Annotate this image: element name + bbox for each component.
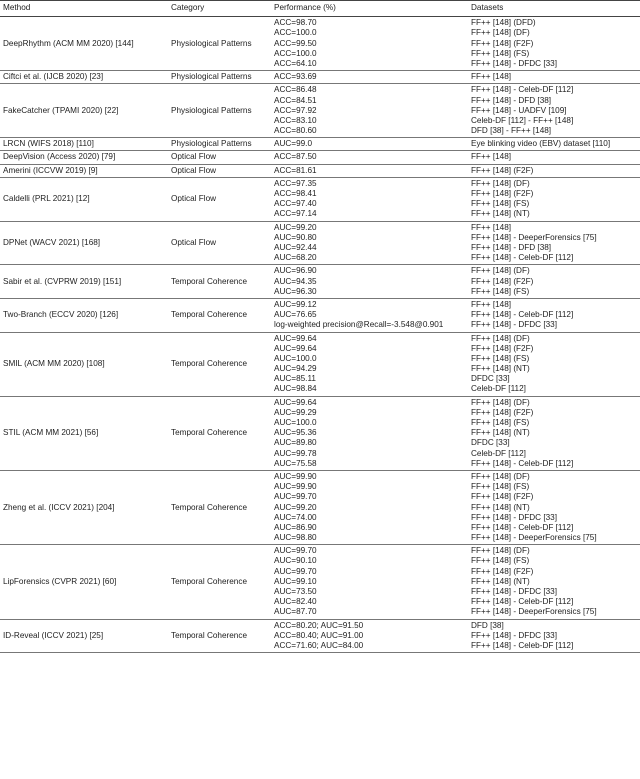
performance-value: AUC=75.58 (274, 458, 317, 468)
performance-value: AUC=100.0 (274, 418, 317, 428)
performance-value: ACC=98.41 (274, 189, 317, 199)
dataset-entry: FF++ [148] - DFDC [33] (471, 512, 557, 522)
performance-value: AUC=95.36 (274, 428, 317, 438)
dataset-entry: DFD [38] - FF++ [148] (471, 126, 552, 136)
datasets-cell (468, 177, 640, 221)
performance-value: AUC=98.84 (274, 384, 317, 394)
performance-value: AUC=92.44 (274, 243, 317, 253)
datasets-cell (468, 17, 640, 71)
performance-value: AUC=99.70 (274, 566, 317, 576)
dataset-entry: FF++ [148] - Celeb-DF [112] (471, 310, 574, 320)
performance-value: ACC=97.35 (274, 178, 317, 188)
method-cell: STIL (ACM MM 2021) [56] (0, 396, 168, 470)
performance-value: AUC=100.0 (274, 353, 317, 363)
table-row (0, 470, 640, 544)
performance-value: AUC=86.90 (274, 522, 317, 532)
performance-value: AUC=98.80 (274, 533, 317, 543)
performance-value: ACC=71.60; AUC=84.00 (274, 640, 364, 650)
dataset-entry: FF++ [148] (NT) (471, 209, 530, 219)
category-cell: Temporal Coherence (168, 470, 271, 544)
dataset-entry: FF++ [148] (471, 222, 512, 232)
dataset-entry: FF++ [148] (FS) (471, 556, 530, 566)
performance-value: AUC=99.0 (274, 139, 313, 149)
dataset-entry: FF++ [148] (FS) (471, 418, 530, 428)
method-cell: DPNet (WACV 2021) [168] (0, 221, 168, 265)
method-cell: Zheng et al. (ICCV 2021) [204] (0, 470, 168, 544)
method-cell: DeepRhythm (ACM MM 2020) [144] (0, 17, 168, 71)
dataset-entry: FF++ [148] - Celeb-DF [112] (471, 597, 574, 607)
performance-value: ACC=98.70 (274, 18, 317, 28)
category-cell: Optical Flow (168, 221, 271, 265)
datasets-cell (468, 138, 640, 151)
performance-value: log-weighted precision@Recall=-3.548@0.901 (274, 320, 444, 330)
performance-value: AUC=74.00 (274, 512, 317, 522)
performance-value: ACC=80.20; AUC=91.50 (274, 620, 364, 630)
table-row (0, 151, 640, 164)
datasets-cell (468, 84, 640, 138)
dataset-entry: FF++ [148] (DFD) (471, 18, 536, 28)
dataset-entry: Celeb-DF [112] (471, 384, 526, 394)
dataset-entry: FF++ [148] (F2F) (471, 38, 534, 48)
datasets-cell (468, 332, 640, 396)
dataset-entry: FF++ [148] (471, 299, 512, 309)
table-body (0, 17, 640, 653)
table-row (0, 177, 640, 221)
table-row (0, 164, 640, 177)
method-cell: LRCN (WIFS 2018) [110] (0, 138, 168, 151)
datasets-cell (468, 164, 640, 177)
dataset-entry: FF++ [148] (FS) (471, 286, 530, 296)
performance-cell (271, 84, 468, 138)
dataset-entry: FF++ [148] - DFD [38] (471, 95, 552, 105)
performance-value: ACC=80.60 (274, 126, 317, 136)
method-cell: DeepVision (Access 2020) [79] (0, 151, 168, 164)
performance-cell (271, 619, 468, 653)
category-cell: Optical Flow (168, 177, 271, 221)
dataset-entry: FF++ [148] - DFDC [33] (471, 630, 557, 640)
table-row (0, 71, 640, 84)
performance-cell (271, 470, 468, 544)
dataset-entry: FF++ [148] (FS) (471, 199, 530, 209)
dataset-entry: FF++ [148] (F2F) (471, 407, 534, 417)
category-cell: Physiological Patterns (168, 71, 271, 84)
performance-value: ACC=84.51 (274, 95, 317, 105)
dataset-entry: FF++ [148] (DF) (471, 546, 530, 556)
method-cell: Caldelli (PRL 2021) [12] (0, 177, 168, 221)
header-row (0, 1, 640, 17)
method-cell: Amerini (ICCVW 2019) [9] (0, 164, 168, 177)
dataset-entry: FF++ [148] (F2F) (471, 343, 534, 353)
performance-cell (271, 221, 468, 265)
method-cell: SMIL (ACM MM 2020) [108] (0, 332, 168, 396)
dataset-entry: FF++ [148] (DF) (471, 266, 530, 276)
dataset-entry: FF++ [148] - Celeb-DF [112] (471, 522, 574, 532)
dataset-entry: FF++ [148] - DFDC [33] (471, 58, 557, 68)
dataset-entry: FF++ [148] - DFD [38] (471, 243, 552, 253)
dataset-entry: FF++ [148] (F2F) (471, 276, 534, 286)
dataset-entry: FF++ [148] (DF) (471, 28, 530, 38)
table-row (0, 221, 640, 265)
header-method: Method (0, 1, 168, 17)
table-row (0, 17, 640, 71)
performance-value: ACC=97.40 (274, 199, 317, 209)
performance-value: ACC=87.50 (274, 152, 317, 162)
performance-value: AUC=96.30 (274, 286, 317, 296)
performance-cell (271, 396, 468, 470)
performance-value: AUC=82.40 (274, 597, 317, 607)
category-cell: Temporal Coherence (168, 332, 271, 396)
dataset-entry: FF++ [148] - Celeb-DF [112] (471, 458, 574, 468)
category-cell: Temporal Coherence (168, 545, 271, 619)
performance-value: ACC=80.40; AUC=91.00 (274, 630, 364, 640)
performance-value: AUC=99.64 (274, 343, 317, 353)
dataset-entry: DFDC [33] (471, 374, 510, 384)
performance-value: AUC=99.10 (274, 576, 317, 586)
performance-cell (271, 151, 468, 164)
performance-value: AUC=85.11 (274, 374, 316, 384)
dataset-entry: Celeb-DF [112] (471, 448, 526, 458)
performance-value: AUC=90.80 (274, 232, 317, 242)
dataset-entry: FF++ [148] - Celeb-DF [112] (471, 640, 574, 650)
performance-cell (271, 265, 468, 299)
performance-value: AUC=90.10 (274, 556, 317, 566)
table-row (0, 545, 640, 619)
performance-value: AUC=99.20 (274, 502, 317, 512)
method-cell: FakeCatcher (TPAMI 2020) [22] (0, 84, 168, 138)
dataset-entry: FF++ [148] (DF) (471, 471, 530, 481)
dataset-entry: FF++ [148] - Celeb-DF [112] (471, 253, 574, 263)
performance-value: AUC=99.64 (274, 333, 317, 343)
table-row (0, 84, 640, 138)
performance-value: ACC=93.69 (274, 72, 317, 82)
performance-value: ACC=97.92 (274, 105, 317, 115)
category-cell: Temporal Coherence (168, 265, 271, 299)
performance-cell (271, 138, 468, 151)
performance-value: ACC=83.10 (274, 115, 317, 125)
performance-value: AUC=99.70 (274, 546, 317, 556)
header-category: Category (168, 1, 271, 17)
dataset-entry: FF++ [148] (FS) (471, 48, 530, 58)
performance-value: ACC=100.0 (274, 28, 317, 38)
dataset-entry: FF++ [148] (471, 72, 512, 82)
performance-value: AUC=87.70 (274, 607, 317, 617)
dataset-entry: FF++ [148] (F2F) (471, 566, 534, 576)
performance-value: AUC=99.90 (274, 482, 317, 492)
category-cell: Physiological Patterns (168, 138, 271, 151)
performance-value: AUC=76.65 (274, 310, 317, 320)
category-cell: Physiological Patterns (168, 84, 271, 138)
method-cell: Two-Branch (ECCV 2020) [126] (0, 298, 168, 332)
performance-value: AUC=99.20 (274, 222, 317, 232)
table-row (0, 332, 640, 396)
table-row (0, 619, 640, 653)
dataset-entry: FF++ [148] (NT) (471, 502, 530, 512)
dataset-entry: FF++ [148] (FS) (471, 353, 530, 363)
table-row (0, 265, 640, 299)
method-cell: LipForensics (CVPR 2021) [60] (0, 545, 168, 619)
dataset-entry: DFD [38] (471, 620, 504, 630)
table-row (0, 396, 640, 470)
header-performance: Performance (%) (271, 1, 468, 17)
category-cell: Temporal Coherence (168, 619, 271, 653)
dataset-entry: FF++ [148] (DF) (471, 178, 530, 188)
performance-cell (271, 164, 468, 177)
performance-cell (271, 298, 468, 332)
dataset-entry: FF++ [148] (F2F) (471, 189, 534, 199)
performance-cell (271, 332, 468, 396)
category-cell: Physiological Patterns (168, 17, 271, 71)
table-row (0, 298, 640, 332)
datasets-cell (468, 221, 640, 265)
dataset-entry: FF++ [148] - UADFV [109] (471, 105, 567, 115)
category-cell: Optical Flow (168, 151, 271, 164)
dataset-entry: FF++ [148] - DFDC [33] (471, 587, 557, 597)
category-cell: Temporal Coherence (168, 298, 271, 332)
dataset-entry: FF++ [148] (F2F) (471, 492, 534, 502)
performance-value: ACC=86.48 (274, 85, 317, 95)
datasets-cell (468, 619, 640, 653)
datasets-cell (468, 265, 640, 299)
performance-value: AUC=99.64 (274, 397, 317, 407)
performance-value: AUC=99.90 (274, 471, 317, 481)
performance-value: AUC=94.29 (274, 364, 317, 374)
performance-cell (271, 545, 468, 619)
method-cell: Ciftci et al. (IJCB 2020) [23] (0, 71, 168, 84)
performance-cell (271, 17, 468, 71)
category-cell: Optical Flow (168, 164, 271, 177)
datasets-cell (468, 545, 640, 619)
dataset-entry: FF++ [148] - DeeperForensics [75] (471, 607, 597, 617)
dataset-entry: FF++ [148] (FS) (471, 482, 530, 492)
performance-value: AUC=99.78 (274, 448, 317, 458)
performance-value: AUC=73.50 (274, 587, 317, 597)
method-cell: Sabir et al. (CVPRW 2019) [151] (0, 265, 168, 299)
performance-value: AUC=94.35 (274, 276, 317, 286)
performance-value: ACC=100.0 (274, 48, 317, 58)
dataset-entry: Eye blinking video (EBV) dataset [110] (471, 139, 611, 149)
performance-value: ACC=97.14 (274, 209, 317, 219)
dataset-entry: FF++ [148] (DF) (471, 333, 530, 343)
dataset-entry: FF++ [148] (471, 152, 512, 162)
datasets-cell (468, 71, 640, 84)
dataset-entry: FF++ [148] (NT) (471, 428, 530, 438)
table-row (0, 138, 640, 151)
dataset-entry: FF++ [148] - DeeperForensics [75] (471, 232, 597, 242)
performance-value: AUC=99.70 (274, 492, 317, 502)
datasets-cell (468, 151, 640, 164)
performance-value: AUC=96.90 (274, 266, 317, 276)
dataset-entry: DFDC [33] (471, 438, 510, 448)
performance-value: ACC=64.10 (274, 58, 317, 68)
performance-value: ACC=99.50 (274, 38, 317, 48)
dataset-entry: FF++ [148] - Celeb-DF [112] (471, 85, 574, 95)
dataset-entry: FF++ [148] (NT) (471, 364, 530, 374)
method-cell: ID-Reveal (ICCV 2021) [25] (0, 619, 168, 653)
performance-cell (271, 177, 468, 221)
dataset-entry: FF++ [148] (NT) (471, 576, 530, 586)
category-cell: Temporal Coherence (168, 396, 271, 470)
performance-value: AUC=68.20 (274, 253, 317, 263)
dataset-entry: FF++ [148] - DeeperForensics [75] (471, 533, 597, 543)
performance-value: ACC=81.61 (274, 165, 317, 175)
datasets-cell (468, 396, 640, 470)
dataset-entry: FF++ [148] (F2F) (471, 165, 534, 175)
performance-value: AUC=99.12 (274, 299, 317, 309)
dataset-entry: FF++ [148] - DFDC [33] (471, 320, 557, 330)
datasets-cell (468, 298, 640, 332)
performance-value: AUC=99.29 (274, 407, 317, 417)
dataset-entry: FF++ [148] (DF) (471, 397, 530, 407)
header-datasets: Datasets (468, 1, 640, 17)
datasets-cell (468, 470, 640, 544)
dataset-entry: Celeb-DF [112] - FF++ [148] (471, 115, 574, 125)
performance-cell (271, 71, 468, 84)
performance-value: AUC=89.80 (274, 438, 317, 448)
